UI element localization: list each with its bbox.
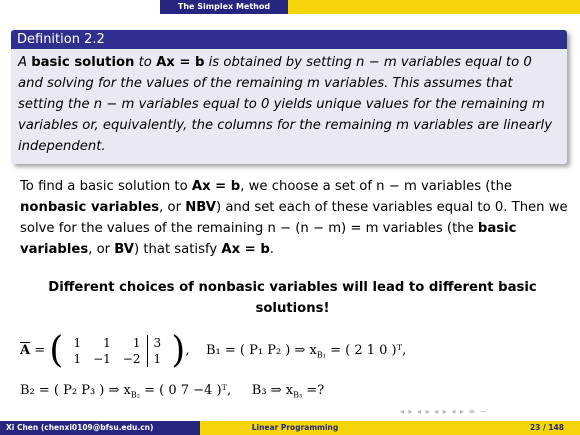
def-part1: A bbox=[18, 55, 32, 70]
highlight-statement: Different choices of nonbasic variables will lead to different basic solutions! bbox=[48, 280, 537, 316]
matrix-cell: 1 bbox=[132, 335, 141, 350]
section-title: The Simplex Method bbox=[160, 0, 288, 14]
para-s3: , or bbox=[159, 200, 186, 215]
para-eq2: Ax = b bbox=[221, 242, 270, 257]
para-nbv-term: nonbasic variables bbox=[20, 200, 160, 215]
footer-page-number: 23 / 148 bbox=[390, 421, 580, 435]
def-part2: to bbox=[134, 55, 157, 70]
para-bv-term: basic variables bbox=[20, 221, 517, 257]
matrix-cell: 1 bbox=[147, 351, 167, 367]
header-left bbox=[0, 0, 160, 14]
matrix-cell: 3 bbox=[147, 335, 167, 351]
matrix-cell: −1 bbox=[93, 351, 111, 366]
para-s5: , or bbox=[88, 242, 115, 257]
beamer-navigation-icons[interactable]: ◂ ▸ ◂ ▸ ◂ ▸ ◂ ▸ ≡ ∽ bbox=[400, 407, 488, 416]
para-s2: , we choose a set of n − m variables (the bbox=[240, 179, 513, 194]
def-equation: Ax = b bbox=[156, 55, 205, 70]
matrix-cell: −2 bbox=[122, 351, 141, 366]
b2-expression: B₂ = ( P₂ P₃ ) ⇒ $x_{B_2}$ = ( 0 7 −4 )ᵀ, bbox=[20, 383, 232, 400]
para-nbv-abbr: NBV bbox=[185, 200, 216, 215]
para-s7: . bbox=[269, 242, 274, 257]
b1-expression: B₁ = ( P₁ P₂ ) ⇒ $x_{B_1}$ = ( 2 1 0 )ᵀ, bbox=[206, 343, 407, 360]
matrix-cell: 1 bbox=[73, 351, 82, 366]
para-eq1: Ax = b bbox=[191, 179, 241, 194]
definition-title: Definition 2.2 bbox=[11, 30, 567, 49]
footer-author: Xi Chen (chenxi0109@bfsu.edu.cn) bbox=[0, 421, 200, 435]
header-right bbox=[288, 0, 580, 14]
def-term: basic solution bbox=[31, 55, 135, 70]
explanation-paragraph bbox=[20, 176, 570, 260]
footer-bar bbox=[0, 421, 580, 435]
b2-b3-line bbox=[20, 383, 324, 400]
abar-symbol: $\overline{A}$ bbox=[20, 343, 31, 358]
footer-course: Linear Programming bbox=[200, 421, 390, 435]
header-bar bbox=[0, 0, 580, 14]
para-s4: ) and set each of these variables equal to 0. Then we solve for the values of the remaining n − (n − m) = m variables (the bbox=[20, 200, 568, 236]
matrix-line: $\overline{A}$ = ( 1 1 1 3 1 −1 −2 1 ), B₁ = ( P₁ P₂ ) ⇒ $x_{B_1}$ = ( 2 1 0 )ᵀ, bbox=[20, 330, 407, 371]
b3-expression: B₃ ⇒ $x_{B_3}$ =? bbox=[251, 383, 325, 400]
para-bv-abbr: BV bbox=[114, 242, 134, 257]
matrix-cell: 1 bbox=[103, 335, 111, 350]
augmented-matrix bbox=[67, 335, 167, 367]
para-s6: ) that satisfy bbox=[134, 242, 222, 257]
def-part3: is obtained by setting n − m variables equal to 0 and solving for the values of the remaining m variables. This assumes that setting the n − m variables equal to 0 yields unique values for the remaining m variables or, equivalently, the columns for the remaining m variables are linearly independent. bbox=[18, 55, 553, 154]
matrix-cell: 1 bbox=[73, 335, 82, 350]
definition-text bbox=[11, 49, 567, 164]
definition-block bbox=[11, 30, 567, 164]
para-s1: To find a basic solution to bbox=[20, 179, 192, 194]
